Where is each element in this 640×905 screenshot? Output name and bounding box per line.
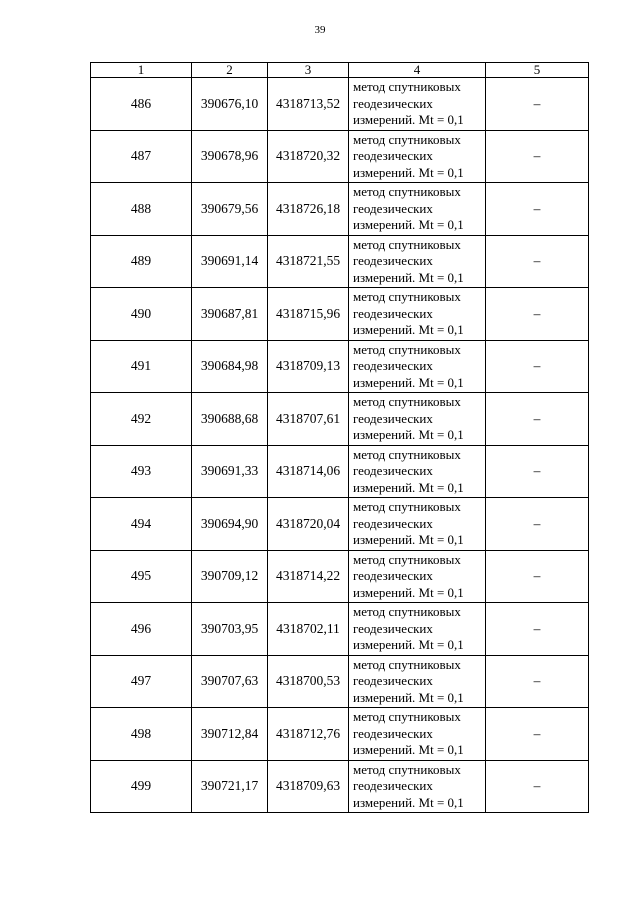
method-cell xyxy=(349,183,486,236)
y-coordinate-cell: 4318707,61 xyxy=(268,393,349,446)
page-number: 39 xyxy=(314,24,326,36)
x-coordinate-cell: 390703,95 xyxy=(192,603,268,656)
point-number-cell: 494 xyxy=(91,498,192,551)
method-text-line: измерений. Mt = 0,1 xyxy=(353,637,464,652)
x-coordinate-cell: 390691,14 xyxy=(192,235,268,288)
column-header-4: 4 xyxy=(349,63,486,78)
method-text-line: геодезических xyxy=(353,410,433,426)
y-coordinate-cell: 4318712,76 xyxy=(268,708,349,761)
column-header-1: 1 xyxy=(91,63,192,78)
method-text-line: измерений. Mt = 0,1 xyxy=(353,217,464,232)
method-cell xyxy=(349,708,486,761)
y-coordinate-cell: 4318700,53 xyxy=(268,655,349,708)
point-number-cell: 488 xyxy=(91,183,192,236)
x-coordinate-cell: 390721,17 xyxy=(192,760,268,813)
point-number-cell: 497 xyxy=(91,655,192,708)
point-number-cell: 493 xyxy=(91,445,192,498)
table-row xyxy=(91,445,589,498)
method-text-line: измерений. Mt = 0,1 xyxy=(353,269,464,285)
method-cell xyxy=(349,130,486,183)
method-text-line: измерений. Mt = 0,1 xyxy=(353,427,464,442)
note-cell: – xyxy=(486,603,589,656)
method-text-line: геодезических xyxy=(353,358,433,373)
table-row xyxy=(91,603,589,656)
method-cell xyxy=(349,340,486,393)
note-cell: – xyxy=(486,78,589,131)
method-text-line: геодезических xyxy=(353,515,433,531)
note-cell: – xyxy=(486,235,589,288)
column-header-2: 2 xyxy=(192,63,268,78)
note-cell: – xyxy=(486,655,589,708)
method-cell xyxy=(349,498,486,551)
method-text-line: метод спутниковых xyxy=(353,394,461,409)
method-text-line: метод спутниковых xyxy=(353,604,461,619)
header-row xyxy=(91,63,589,78)
x-coordinate-cell: 390712,84 xyxy=(192,708,268,761)
y-coordinate-cell: 4318720,32 xyxy=(268,130,349,183)
method-text-line: измерений. Mt = 0,1 xyxy=(353,479,464,495)
method-text-line: метод спутниковых xyxy=(353,184,461,199)
method-cell xyxy=(349,655,486,708)
y-coordinate-cell: 4318721,55 xyxy=(268,235,349,288)
x-coordinate-cell: 390678,96 xyxy=(192,130,268,183)
note-cell: – xyxy=(486,340,589,393)
table-row xyxy=(91,130,589,183)
method-text-line: измерений. Mt = 0,1 xyxy=(353,374,464,390)
table-header xyxy=(91,63,589,78)
note-cell: – xyxy=(486,760,589,813)
table-row xyxy=(91,393,589,446)
method-cell xyxy=(349,78,486,131)
note-cell: – xyxy=(486,130,589,183)
note-cell: – xyxy=(486,498,589,551)
table-body xyxy=(91,78,589,813)
method-text-line: геодезических xyxy=(353,620,433,636)
x-coordinate-cell: 390676,10 xyxy=(192,78,268,131)
x-coordinate-cell: 390687,81 xyxy=(192,288,268,341)
method-text-line: метод спутниковых xyxy=(353,499,461,514)
method-text-line: метод спутниковых xyxy=(353,446,461,462)
method-text-line: метод спутниковых xyxy=(353,79,461,94)
table-row xyxy=(91,340,589,393)
method-text-line: измерений. Mt = 0,1 xyxy=(353,532,464,547)
point-number-cell: 495 xyxy=(91,550,192,603)
table-row xyxy=(91,498,589,551)
y-coordinate-cell: 4318713,52 xyxy=(268,78,349,131)
method-cell xyxy=(349,760,486,813)
y-coordinate-cell: 4318714,22 xyxy=(268,550,349,603)
method-cell xyxy=(349,288,486,341)
table-row xyxy=(91,235,589,288)
y-coordinate-cell: 4318715,96 xyxy=(268,288,349,341)
method-text-line: метод спутниковых xyxy=(353,289,461,304)
method-cell xyxy=(349,550,486,603)
x-coordinate-cell: 390688,68 xyxy=(192,393,268,446)
column-header-3: 3 xyxy=(268,63,349,78)
method-text-line: измерений. Mt = 0,1 xyxy=(353,689,464,705)
method-text-line: геодезических xyxy=(353,673,433,688)
method-cell xyxy=(349,445,486,498)
method-text-line: геодезических xyxy=(353,463,433,478)
point-number-cell: 491 xyxy=(91,340,192,393)
column-header-5: 5 xyxy=(486,63,589,78)
method-text-line: геодезических xyxy=(353,305,433,321)
point-number-cell: 496 xyxy=(91,603,192,656)
method-cell xyxy=(349,603,486,656)
point-number-cell: 487 xyxy=(91,130,192,183)
note-cell: – xyxy=(486,183,589,236)
note-cell: – xyxy=(486,393,589,446)
method-text-line: измерений. Mt = 0,1 xyxy=(353,742,464,757)
point-number-cell: 489 xyxy=(91,235,192,288)
method-text-line: геодезических xyxy=(353,725,433,741)
method-text-line: измерений. Mt = 0,1 xyxy=(353,794,464,810)
method-text-line: измерений. Mt = 0,1 xyxy=(353,322,464,337)
point-number-cell: 498 xyxy=(91,708,192,761)
table-row xyxy=(91,760,589,813)
y-coordinate-cell: 4318709,63 xyxy=(268,760,349,813)
table-row xyxy=(91,183,589,236)
method-cell xyxy=(349,235,486,288)
method-text-line: измерений. Mt = 0,1 xyxy=(353,112,464,127)
method-text-line: геодезических xyxy=(353,95,433,111)
y-coordinate-cell: 4318726,18 xyxy=(268,183,349,236)
y-coordinate-cell: 4318702,11 xyxy=(268,603,349,656)
method-text-line: геодезических xyxy=(353,778,433,793)
table-row xyxy=(91,550,589,603)
x-coordinate-cell: 390679,56 xyxy=(192,183,268,236)
note-cell: – xyxy=(486,445,589,498)
table-row xyxy=(91,78,589,131)
coordinates-table xyxy=(90,62,589,813)
method-text-line: метод спутниковых xyxy=(353,236,461,252)
x-coordinate-cell: 390694,90 xyxy=(192,498,268,551)
method-cell xyxy=(349,393,486,446)
x-coordinate-cell: 390709,12 xyxy=(192,550,268,603)
method-text-line: измерений. Mt = 0,1 xyxy=(353,164,464,180)
note-cell: – xyxy=(486,708,589,761)
method-text-line: измерений. Mt = 0,1 xyxy=(353,584,464,600)
x-coordinate-cell: 390684,98 xyxy=(192,340,268,393)
point-number-cell: 492 xyxy=(91,393,192,446)
method-text-line: геодезических xyxy=(353,253,433,268)
y-coordinate-cell: 4318720,04 xyxy=(268,498,349,551)
method-text-line: метод спутниковых xyxy=(353,709,461,724)
point-number-cell: 486 xyxy=(91,78,192,131)
note-cell: – xyxy=(486,288,589,341)
method-text-line: метод спутниковых xyxy=(353,341,461,357)
method-text-line: метод спутниковых xyxy=(353,131,461,147)
table-row xyxy=(91,708,589,761)
y-coordinate-cell: 4318709,13 xyxy=(268,340,349,393)
y-coordinate-cell: 4318714,06 xyxy=(268,445,349,498)
method-text-line: геодезических xyxy=(353,568,433,583)
note-cell: – xyxy=(486,550,589,603)
method-text-line: метод спутниковых xyxy=(353,656,461,672)
method-text-line: геодезических xyxy=(353,200,433,216)
point-number-cell: 499 xyxy=(91,760,192,813)
method-text-line: геодезических xyxy=(353,148,433,163)
method-text-line: метод спутниковых xyxy=(353,761,461,777)
method-text-line: метод спутниковых xyxy=(353,551,461,567)
point-number-cell: 490 xyxy=(91,288,192,341)
table-row xyxy=(91,288,589,341)
x-coordinate-cell: 390707,63 xyxy=(192,655,268,708)
x-coordinate-cell: 390691,33 xyxy=(192,445,268,498)
table-row xyxy=(91,655,589,708)
